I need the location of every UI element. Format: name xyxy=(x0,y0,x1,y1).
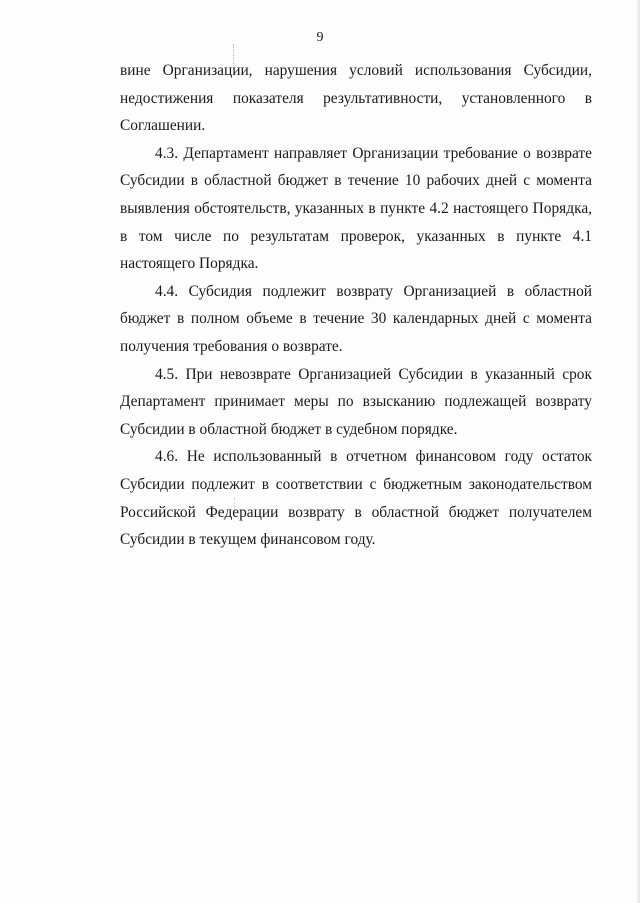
paragraph-line: недостижения показателя результативности, установленного в Соглашении. xyxy=(120,89,592,135)
page-number: 9 xyxy=(316,30,324,45)
paragraph-4-5: 4.5. При невозврате Организацией Субсидии в указанный срок Департамент принимает меры по взысканию подлежащей возврату Субсидии в областной бюджет в судебном порядке. xyxy=(120,365,592,438)
paragraph-4-4: 4.4. Субсидия подлежит возврату Организацией в областной бюджет в полном объеме в течение 30 календарных дней с момента получения требования о возврате. xyxy=(120,282,592,355)
paragraph-continuation xyxy=(120,57,592,140)
paragraph-4-3: 4.3. Департамент направляет Организации требование о возврате Субсидии в областной бюджет в течение 10 рабочих дней с момента выявления обстоятельств, указанных в пункте 4.2 настоящего Порядка, в том числе по результатам проверок, указанных в пункте 4.1 настоящего Порядка. xyxy=(120,144,592,273)
paragraph-4-6: 4.6. Не использованный в отчетном финансовом году остаток Субсидии подлежит в соответствии с бюджетным законодательством Российской Федерации возврату в областной бюджет получателем Субсидии в текущем финансовом году. xyxy=(120,448,592,549)
paragraph-line: вине Организации, нарушения условий использования Субсидии, xyxy=(120,62,592,79)
document-body xyxy=(120,57,592,554)
